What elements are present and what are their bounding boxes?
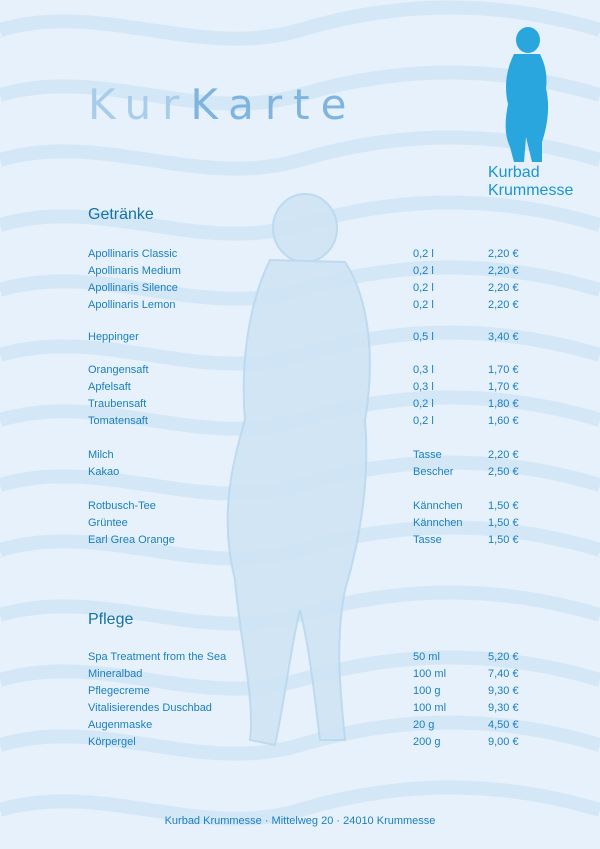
item-price: 9,30 € [488, 702, 519, 714]
footer-address: Kurbad Krummesse · Mittelweg 20 · 24010 Krummesse [164, 815, 436, 827]
item-size: Kännchen [413, 517, 463, 529]
item-name: Spa Treatment from the Sea [88, 651, 227, 663]
menu-item [88, 282, 528, 298]
item-name: Heppinger [88, 331, 139, 343]
menu-item [88, 668, 528, 684]
menu-item [88, 449, 528, 465]
item-price: 3,40 € [488, 331, 519, 343]
menu-item [88, 719, 528, 735]
item-price: 7,40 € [488, 668, 519, 680]
logo-line-2: Krummesse [488, 182, 574, 199]
item-price: 9,00 € [488, 736, 519, 748]
page-title [88, 80, 357, 129]
item-name: Vitalisierendes Duschbad [88, 702, 212, 714]
menu-item [88, 466, 528, 482]
item-size: 0,2 l [413, 282, 434, 294]
menu-item [88, 736, 528, 752]
item-price: 1,80 € [488, 398, 519, 410]
item-size: Tasse [413, 449, 442, 461]
item-price: 5,20 € [488, 651, 519, 663]
item-size: 0,2 l [413, 299, 434, 311]
item-price: 2,20 € [488, 265, 519, 277]
item-size: Bescher [413, 466, 454, 478]
item-name: Augenmaske [88, 719, 153, 731]
item-price: 1,50 € [488, 517, 519, 529]
item-size: 100 ml [413, 668, 447, 680]
item-name: Rotbusch-Tee [88, 500, 156, 512]
item-name: Orangensaft [88, 364, 149, 376]
item-name: Körpergel [88, 736, 136, 748]
title-part-kur: Kur [88, 80, 191, 129]
statue-logo-icon [488, 22, 568, 167]
item-price: 4,50 € [488, 719, 519, 731]
menu-item [88, 299, 528, 315]
title-part-karte: Karte [190, 80, 358, 129]
menu-item [88, 381, 528, 397]
item-size: 100 ml [413, 702, 447, 714]
item-size: 100 g [413, 685, 441, 697]
menu-item [88, 248, 528, 264]
item-name: Tomatensaft [88, 415, 148, 427]
logo-line-1: Kurbad [488, 164, 540, 181]
item-size: 0,5 l [413, 331, 434, 343]
item-price: 1,70 € [488, 364, 519, 376]
section-title-pflege: Pflege [88, 611, 134, 628]
menu-item [88, 702, 528, 718]
item-price: 2,20 € [488, 299, 519, 311]
menu-item [88, 364, 528, 380]
section-title-getraenke: Getränke [88, 206, 154, 223]
item-size: 0,2 l [413, 415, 434, 427]
item-size: 200 g [413, 736, 441, 748]
item-size: Kännchen [413, 500, 463, 512]
item-size: 50 ml [413, 651, 440, 663]
menu-item [88, 517, 528, 533]
item-price: 2,20 € [488, 449, 519, 461]
item-price: 2,20 € [488, 248, 519, 260]
item-name: Apfelsaft [88, 381, 131, 393]
item-name: Mineralbad [88, 668, 143, 680]
menu-item [88, 534, 528, 550]
item-name: Earl Grea Orange [88, 534, 175, 546]
item-size: 0,3 l [413, 364, 434, 376]
item-size: Tasse [413, 534, 442, 546]
menu-item [88, 685, 528, 701]
item-name: Traubensaft [88, 398, 147, 410]
item-price: 2,20 € [488, 282, 519, 294]
item-price: 1,50 € [488, 534, 519, 546]
menu-item [88, 651, 528, 667]
logo-text [488, 164, 573, 200]
item-name: Apollinaris Medium [88, 265, 181, 277]
menu-item [88, 331, 528, 347]
item-name: Apollinaris Silence [88, 282, 178, 294]
menu-item [88, 265, 528, 281]
item-size: 0,2 l [413, 265, 434, 277]
item-size: 0,2 l [413, 248, 434, 260]
item-size: 0,3 l [413, 381, 434, 393]
item-price: 1,70 € [488, 381, 519, 393]
menu-item [88, 415, 528, 431]
menu-item [88, 398, 528, 414]
item-size: 0,2 l [413, 398, 434, 410]
item-price: 1,50 € [488, 500, 519, 512]
item-name: Apollinaris Classic [88, 248, 178, 260]
menu-item [88, 500, 528, 516]
item-price: 1,60 € [488, 415, 519, 427]
item-name: Apollinaris Lemon [88, 299, 176, 311]
item-size: 20 g [413, 719, 435, 731]
item-name: Kakao [88, 466, 120, 478]
item-name: Milch [88, 449, 114, 461]
item-name: Grüntee [88, 517, 128, 529]
item-name: Pflegecreme [88, 685, 150, 697]
item-price: 2,50 € [488, 466, 519, 478]
item-price: 9,30 € [488, 685, 519, 697]
